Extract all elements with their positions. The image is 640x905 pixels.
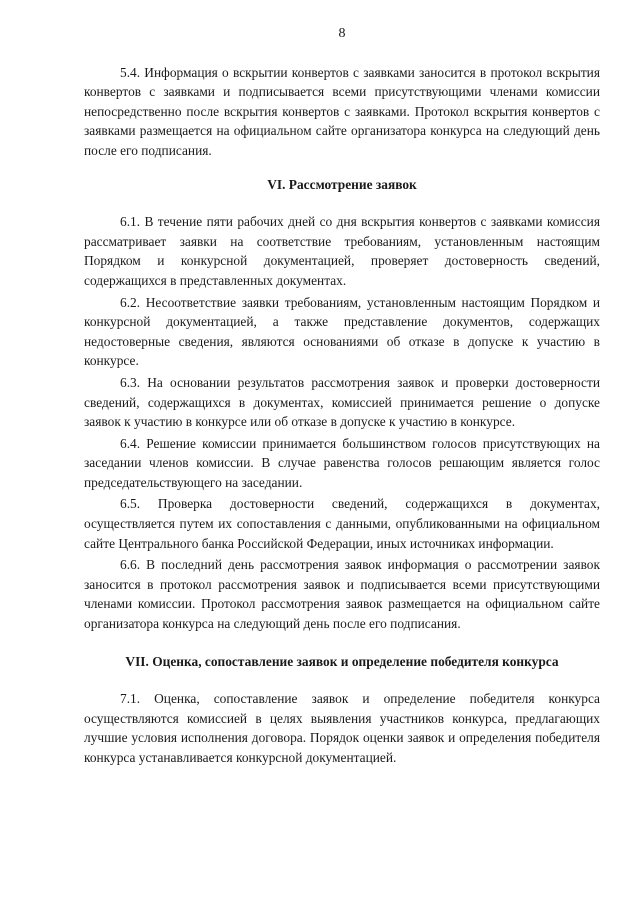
page-number: 8 — [338, 26, 346, 41]
paragraph-7-1: 7.1. Оценка, сопоставление заявок и определение победителя конкурса осуществляются комиссией в целях выявления участников конкурса, предлагающих лучшие условия исполнения договора. Порядок оценки заявок и определения победителя конкурса устанавливается конкурсной документацией. — [84, 691, 600, 765]
document-page — [84, 24, 600, 770]
paragraph-6-5: 6.5. Проверка достоверности сведений, содержащихся в документах, осуществляется путем их сопоставления с данными, опубликованными на официальном сайте Центрального банка Российской Федерации, иных источниках информации. — [84, 496, 600, 551]
paragraph-6-2: 6.2. Несоответствие заявки требованиям, установленным настоящим Порядком и конкурсной документацией, а также представление документов, содержащих недостоверные сведения, являются основаниями об отказе в допуске к участию в конкурсе. — [84, 294, 600, 369]
section-heading-7: VII. Оценка, сопоставление заявок и определение победителя конкурса — [125, 653, 559, 669]
section-heading-6: VI. Рассмотрение заявок — [267, 176, 417, 192]
paragraph-5-4: 5.4. Информация о вскрытии конвертов с заявками заносится в протокол вскрытия конвертов с заявками и подписывается всеми присутствующими членами комиссии непосредственно после вскрытия конвертов с заявками. Протокол вскрытия конвертов с заявками размещается на официальном сайте организатора конкурса на следующий день после его подписания. — [84, 64, 600, 158]
paragraph-6-4: 6.4. Решение комиссии принимается большинством голосов присутствующих на заседании членов комиссии. В случае равенства голосов решающим является голос председательствующего на заседании. — [84, 435, 600, 490]
paragraph-6-1: 6.1. В течение пяти рабочих дней со дня вскрытия конвертов с заявками комиссия рассматривает заявки на соответствие требованиям, установленным настоящим Порядком и конкурсной документацией, проверяет достоверность сведений, содержащихся в представленных документах. — [84, 214, 600, 288]
paragraph-6-3: 6.3. На основании результатов рассмотрения заявок и проверки достоверности сведений, содержащихся в документах, комиссией принимается решение о допуске заявок к участию в конкурсе или об отказе в допуске к участию в конкурсе. — [84, 374, 600, 430]
paragraph-6-6: 6.6. В последний день рассмотрения заявок информация о рассмотрении заявок заносится в протокол рассмотрения заявок и подписывается всеми присутствующими членами комиссии. Протокол рассмотрения заявок размещается на официальном сайте организатора конкурса на следующий день после его подписания. — [84, 557, 600, 632]
